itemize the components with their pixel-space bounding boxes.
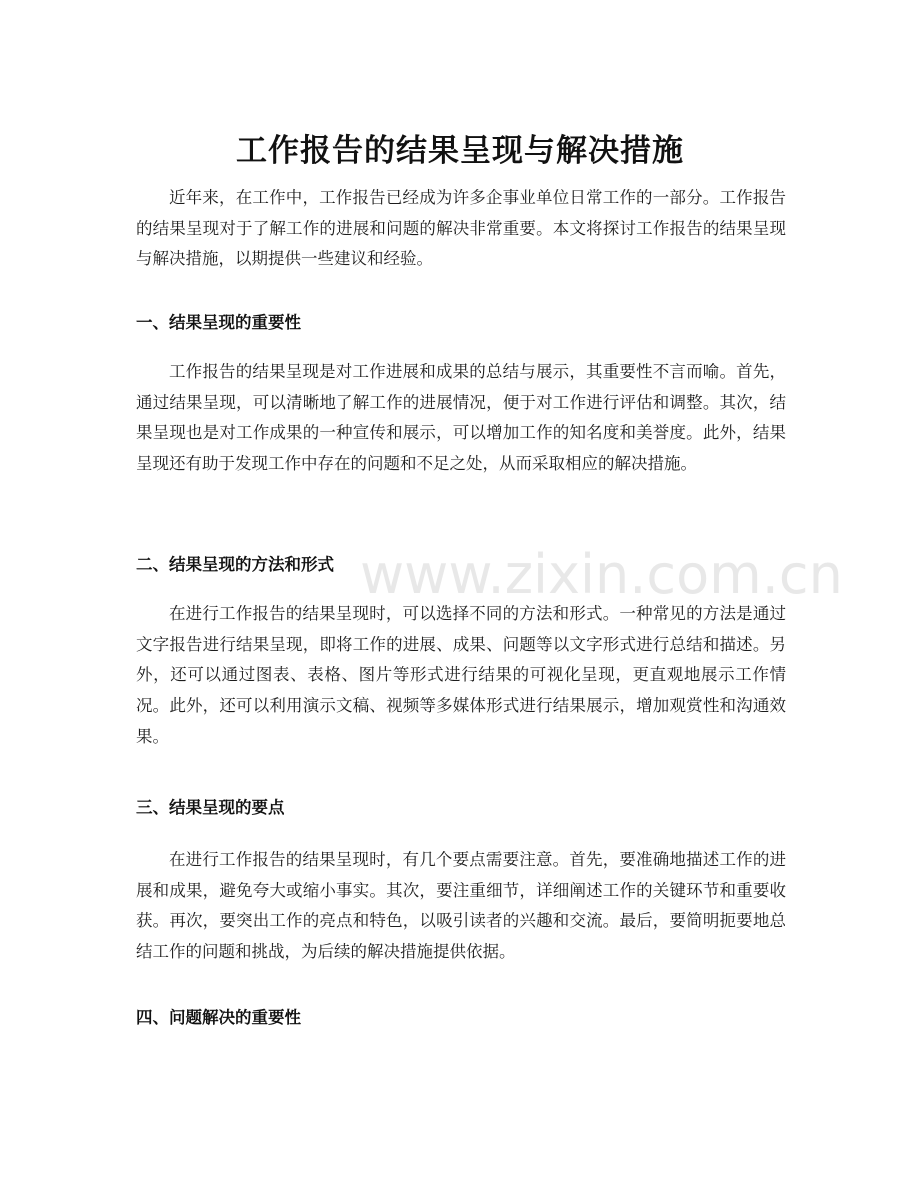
section-2-body: 在进行工作报告的结果呈现时，可以选择不同的方法和形式。一种常见的方法是通过文字报告进行结果呈现，即将工作的进展、成果、问题等以文字形式进行总结和描述。另外，还可以通过图表、表格、图片等形式进行结果的可视化呈现，更直观地展示工作情况。此外，还可以利用演示文稿、视频等多媒体形式进行结果展示，增加观赏性和沟通效果。: [136, 604, 786, 746]
section-1-body: 工作报告的结果呈现是对工作进展和成果的总结与展示，其重要性不言而喻。首先，通过结果呈现，可以清晰地了解工作的进展情况，便于对工作进行评估和调整。其次，结果呈现也是对工作成果的一种宣传和展示，可以增加工作的知名度和美誉度。此外，结果呈现还有助于发现工作中存在的问题和不足之处，从而采取相应的解决措施。: [136, 362, 786, 474]
watermark: www.zixin.com.cn: [360, 543, 843, 606]
intro-paragraph: 近年来，在工作中，工作报告已经成为许多企事业单位日常工作的一部分。工作报告的结果呈现对于了解工作的进展和问题的解决非常重要。本文将探讨工作报告的结果呈现与解决措施，以期提供一些建议和经验。: [136, 188, 786, 269]
section-4-heading: 四、问题解决的重要性: [136, 1008, 301, 1027]
section-3-heading: 三、结果呈现的要点: [136, 798, 285, 817]
section-1-heading: 一、结果呈现的重要性: [136, 313, 301, 332]
section-2-heading: 二、结果呈现的方法和形式: [136, 555, 334, 574]
document-title: 工作报告的结果呈现与解决措施: [236, 132, 684, 169]
section-3-body: 在进行工作报告的结果呈现时，有几个要点需要注意。首先，要准确地描述工作的进展和成果，避免夸大或缩小事实。其次，要注重细节，详细阐述工作的关键环节和重要收获。再次，要突出工作的亮点和特色，以吸引读者的兴趣和交流。最后，要简明扼要地总结工作的问题和挑战，为后续的解决措施提供依据。: [136, 850, 786, 962]
